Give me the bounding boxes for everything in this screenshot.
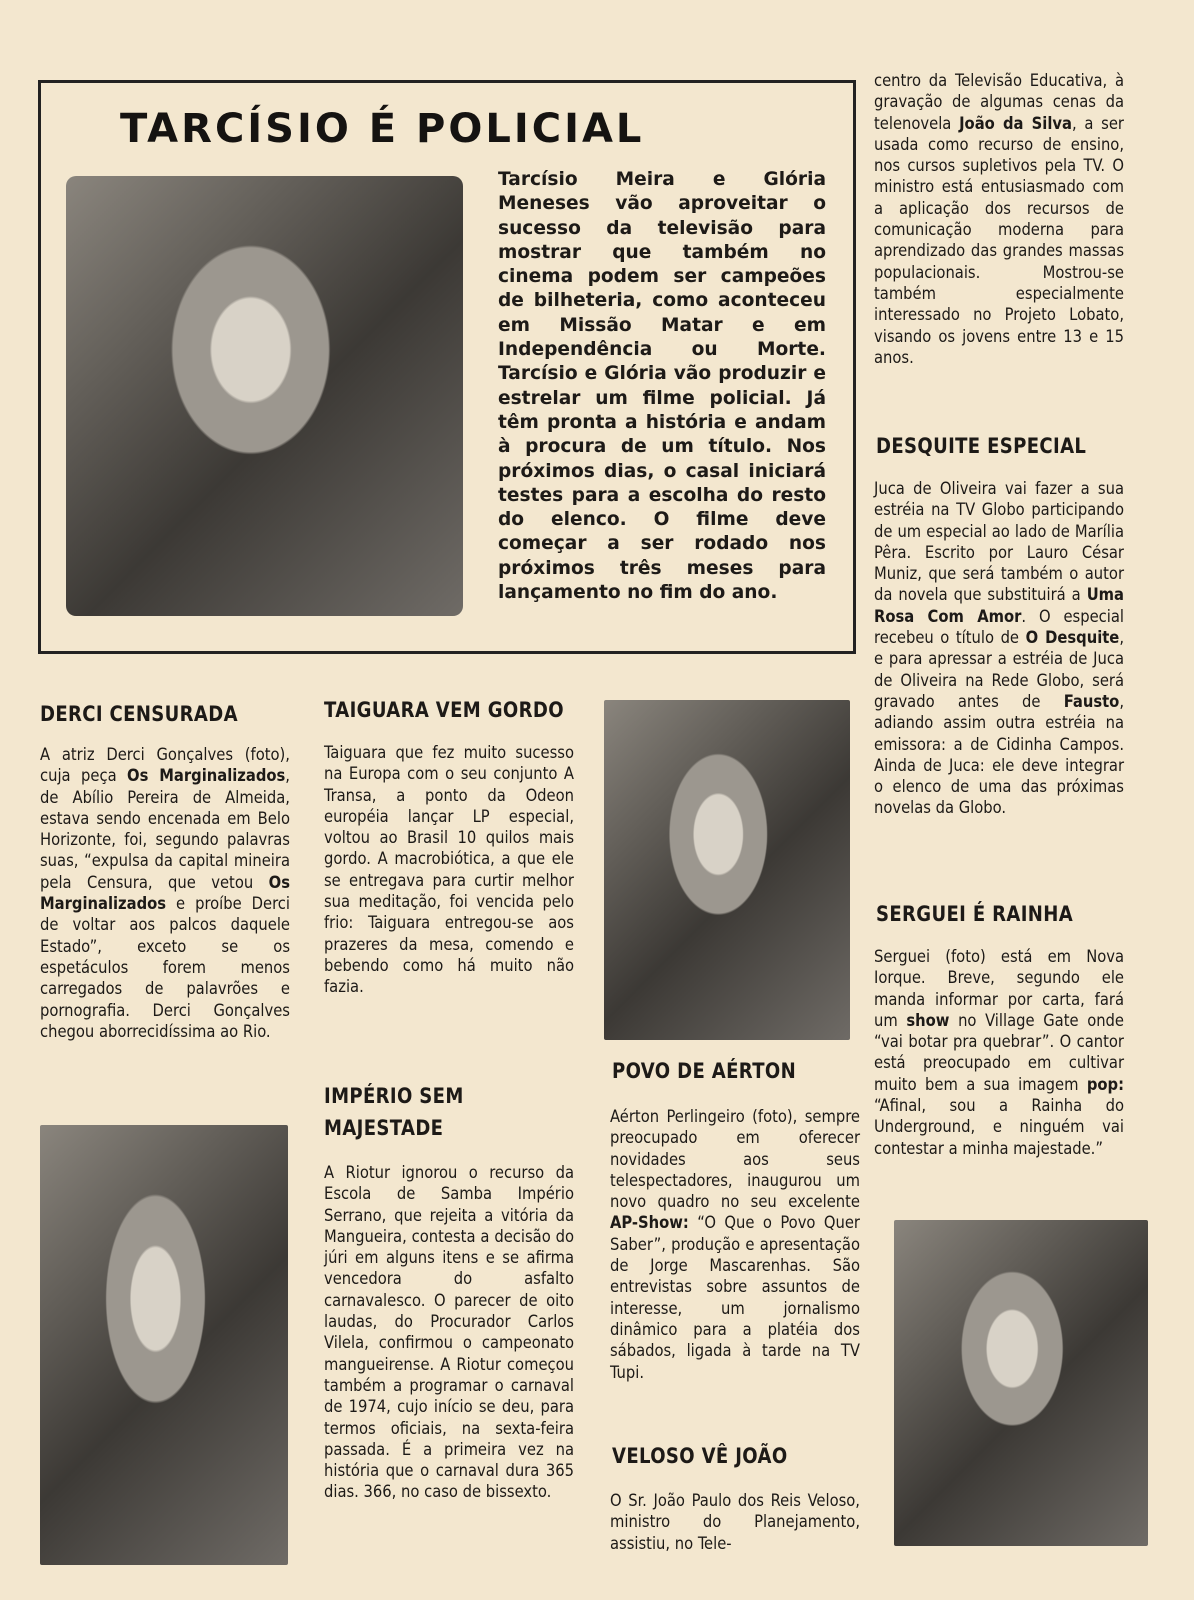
derci-photo <box>40 1125 288 1565</box>
veloso-body: O Sr. João Paulo dos Reis Veloso, ministro do Planejamento, assistiu, no Tele- <box>610 1491 860 1553</box>
aerton-photo <box>604 700 850 1040</box>
taiguara-body: Taiguara que fez muito sucesso na Europa com o seu conjunto A Transa, a ponto da Odeon européia lançar LP especial, voltou ao Brasil 10 quilos mais gordo. A macrobiótica, a que ele se entregava para curtir melhor sua meditação, foi vencida pelo frio: Taiguara entregou-se aos prazeres da mesa, comendo e bebendo como há muito não fazia. <box>324 743 574 997</box>
serguei-title: SERGUEI É RAINHA <box>876 902 1074 926</box>
aerton-title: POVO DE AÉRTON <box>612 1059 797 1083</box>
article-continuation: centro da Televisão Educativa, à gravação de algumas cenas da telenovela João da Silva, a ser usada como recurso de ensino, nos cursos supletivos pela TV. O ministro está entusiasmado com a aplicação dos recursos de comunicação moderna para aprendizado das grandes massas populacionais. Mostrou-se também especialmente interessado no Projeto Lobato, visando os jovens entre 13 e 15 anos. <box>874 71 1124 367</box>
serguei-body: Serguei (foto) está em Nova Iorque. Breve, segundo ele manda informar por carta, fará um show no Village Gate onde “vai botar pra quebrar”. O cantor está preocupado em cultivar muito bem a sua imagem pop: “Afinal, sou a Rainha do Underground, e ninguém vai contestar a minha majestade.” <box>874 947 1124 1158</box>
veloso-title: VELOSO VÊ JOÃO <box>612 1444 788 1468</box>
page-headline: TARCÍSIO É POLICIAL <box>120 106 645 152</box>
derci-title: DERCI CENSURADA <box>40 702 238 726</box>
desquite-body: Juca de Oliveira vai fazer a sua estréia na TV Globo participando de um especial ao lado de Marília Pêra. Escrito por Lauro César Muniz, que será também o autor da novela que substituirá a Uma Rosa Com Amor. O especial recebeu o título de O Desquite, e para apressar a estréia de Juca de Oliveira na Rede Globo, será gravado antes de Fausto, adiando assim outra estréia na emissora: a de Cidinha Campos. Ainda de Juca: ele deve integrar o elenco de uma das próximas novelas da Globo. <box>874 479 1125 818</box>
lead-paragraph: Tarcísio Meira e Glória Meneses vão aproveitar o sucesso da televisão para mostrar que também no cinema podem ser campeões de bilheteria, como aconteceu em Missão Matar e em Independência ou Morte. Tarcísio e Glória vão produzir e estrelar um filme policial. Já têm pronta a história e andam à procura de um título. Nos próximos dias, o casal iniciará testes para a escolha do resto do elenco. O filme deve começar a ser rodado nos próximos três meses para lançamento no fim do ano. <box>498 169 826 604</box>
desquite-title: DESQUITE ESPECIAL <box>876 434 1087 458</box>
taiguara-title: TAIGUARA VEM GORDO <box>324 698 564 722</box>
imperio-title-line1: IMPÉRIO SEM <box>324 1084 464 1108</box>
serguei-photo <box>894 1220 1148 1546</box>
derci-body: A atriz Derci Gonçalves (foto), cuja peça Os Marginalizados, de Abílio Pereira de Almeida, estava sendo encenada em Belo Horizonte, foi, segundo palavras suas, “expulsa da capital mineira pela Censura, que vetou Os Marginalizados e proíbe Derci de voltar aos palcos daquele Estado”, exceto se os espetáculos forem menos carregados de palavrões e pornografia. Derci Gonçalves chegou aborrecidíssima ao Rio. <box>40 745 290 1041</box>
imperio-title-line2: MAJESTADE <box>324 1116 444 1140</box>
aerton-body: Aérton Perlingeiro (foto), sempre preocupado em oferecer novidades aos seus telespectadores, inaugurou um novo quadro no seu excelente AP-Show: “O Que o Povo Quer Saber”, produção e apresentação de Jorge Mascarenhas. São entrevistas sobre assuntos de interesse, um jornalismo dinâmico para a platéia dos sábados, ligada à tarde na TV Tupi. <box>610 1107 860 1382</box>
tarcisio-photo <box>66 176 463 616</box>
imperio-body: A Riotur ignorou o recurso da Escola de Samba Império Serrano, que rejeita a vitória da Mangueira, contesta a decisão do júri em alguns itens e se afirma vencedora do asfalto carnavalesco. O parecer de oito laudas, do Procurador Carlos Vilela, confirmou o campeonato mangueirense. A Riotur começou também a programar o carnaval de 1974, cujo início se deu, para termos oficiais, na sexta-feira passada. É a primeira vez na história que o carnaval dura 365 dias. 366, no caso de bissexto. <box>324 1163 574 1502</box>
